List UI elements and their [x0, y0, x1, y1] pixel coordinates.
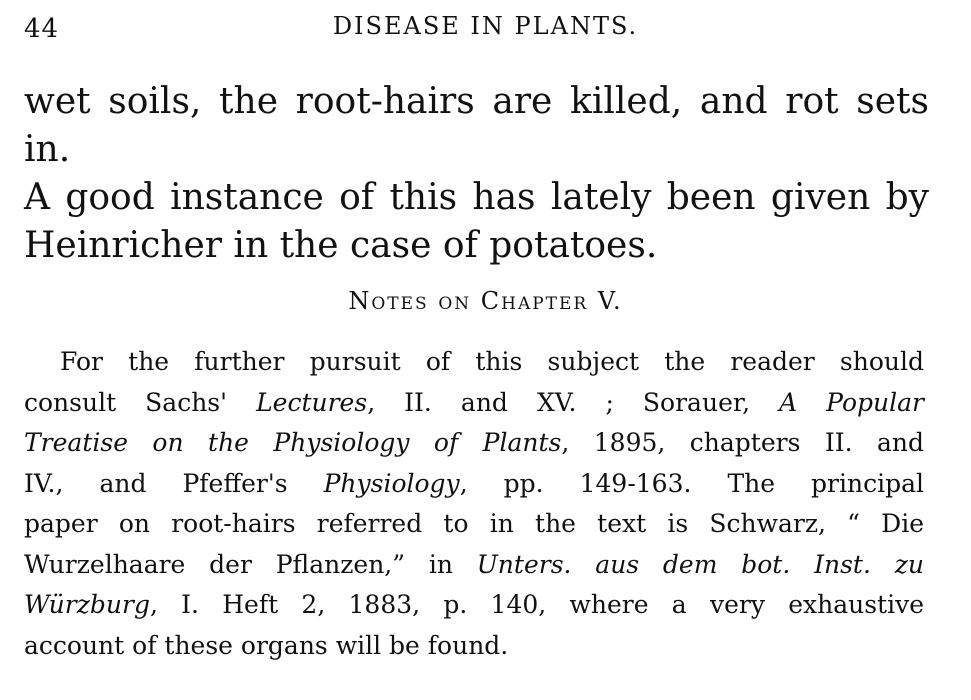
citation-title: Physiology [323, 468, 460, 498]
notes-line: consult Sachs' Lectures, II. and XV. ; Sorauer, A Popular [24, 387, 924, 417]
citation-title: A Popular [779, 387, 924, 417]
citation-title: Würzburg [24, 590, 150, 619]
page-number: 44 [24, 14, 60, 44]
lead-line: wet soils, the root-hairs are killed, and rot sets in. [24, 81, 929, 170]
notes-line: paper on root-hairs referred to in the text is Schwarz, “ Die [24, 509, 924, 538]
running-title: DISEASE IN PLANTS. [332, 12, 639, 40]
notes-line: Wurzelhaare der Pflanzen,” in Unters. aus dem bot. Inst. zu [24, 549, 924, 579]
lead-paragraph [24, 78, 929, 270]
notes-line: account of these organs will be found. [24, 630, 509, 660]
lead-line: A good instance of this has lately been given by [24, 177, 929, 218]
notes-line: For the further pursuit of this subject the reader should [60, 347, 924, 376]
notes-line: IV., and Pfeffer's Physiology, pp. 149-163. The principal [24, 468, 924, 498]
lead-line: Heinricher in the case of potatoes. [24, 225, 658, 266]
notes-heading: Notes on Chapter V. [348, 287, 623, 315]
notes-line: Treatise on the Physiology of Plants, 1895, chapters II. and [24, 428, 924, 457]
citation-title: Lectures [256, 387, 368, 417]
citation-title: Unters. aus dem bot. Inst. zu [476, 549, 924, 579]
notes-paragraph [24, 342, 924, 666]
citation-title: Treatise on the Physiology of Plants [24, 428, 562, 457]
notes-line: Würzburg, I. Heft 2, 1883, p. 140, where a very exhaustive [24, 590, 924, 619]
